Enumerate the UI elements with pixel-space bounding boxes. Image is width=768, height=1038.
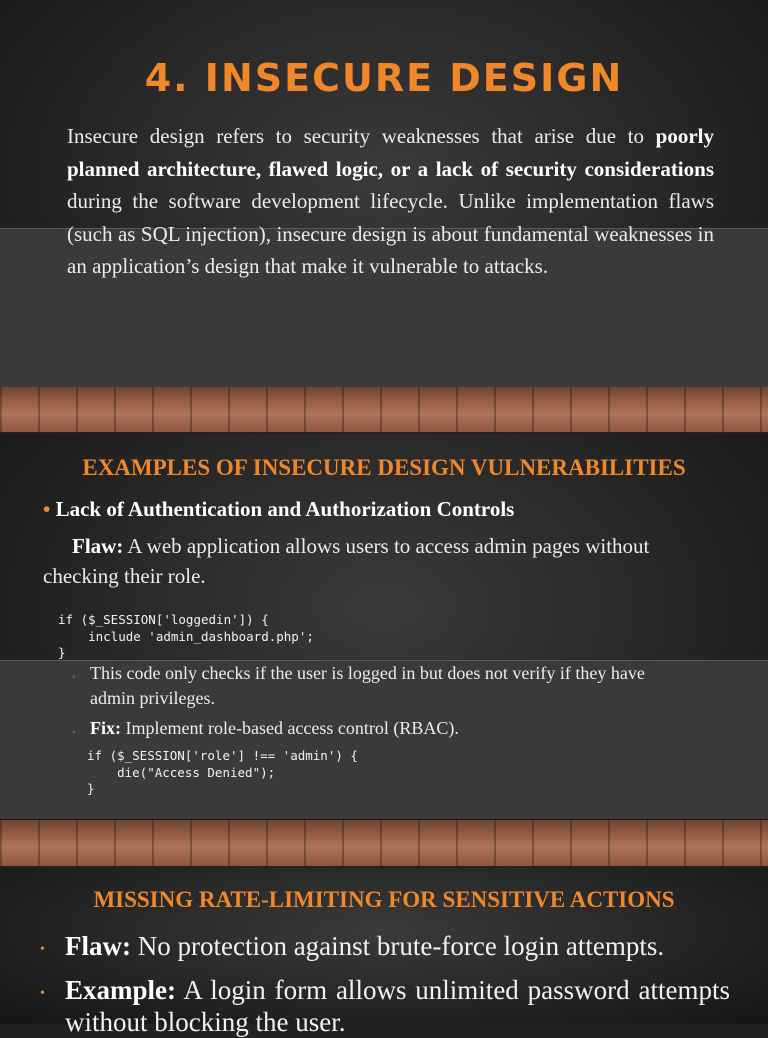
wood-floor: [0, 387, 768, 432]
rate-limit-flaw: • Flaw: No protection against brute-force login attempts.: [40, 931, 665, 961]
flaw-description: Flaw: A web application allows users to access admin pages without checking their role.: [43, 534, 650, 588]
sub-bullet-note: ◦ This code only checks if the user is logged in but does not verify if they have admin privileges.: [72, 663, 645, 708]
sub-bullet-fix: ◦ Fix: Implement role-based access control (RBAC).: [72, 718, 459, 738]
intro-paragraph: Insecure design refers to security weaknesses that arise due to poorly planned architecture, flawed logic, or a lack of security considerations during the software development lifecycle. Unlike implementation flaws (such as SQL injection), insecure design is about fundamental weaknesses in an application’s design that make it vulnerable to attacks.: [67, 124, 714, 278]
slide-1: [0, 0, 768, 432]
code-block-role-check: if ($_SESSION['role'] !== 'admin') { die("Access Denied"); }: [87, 748, 358, 796]
wood-floor: [0, 820, 768, 866]
bullet-item: • Lack of Authentication and Authorization Controls: [43, 497, 515, 521]
rate-limit-example: • Example: A login form allows unlimited password attempts without blocking the user.: [40, 975, 730, 1037]
section-heading-rate-limit: MISSING RATE-LIMITING FOR SENSITIVE ACTIONS: [93, 887, 675, 912]
section-heading: EXAMPLES OF INSECURE DESIGN VULNERABILITIES: [82, 455, 686, 480]
code-block-session-check: if ($_SESSION['loggedin']) { include 'admin_dashboard.php'; }: [58, 612, 314, 660]
slide-title: 4. INSECURE DESIGN: [144, 56, 624, 100]
